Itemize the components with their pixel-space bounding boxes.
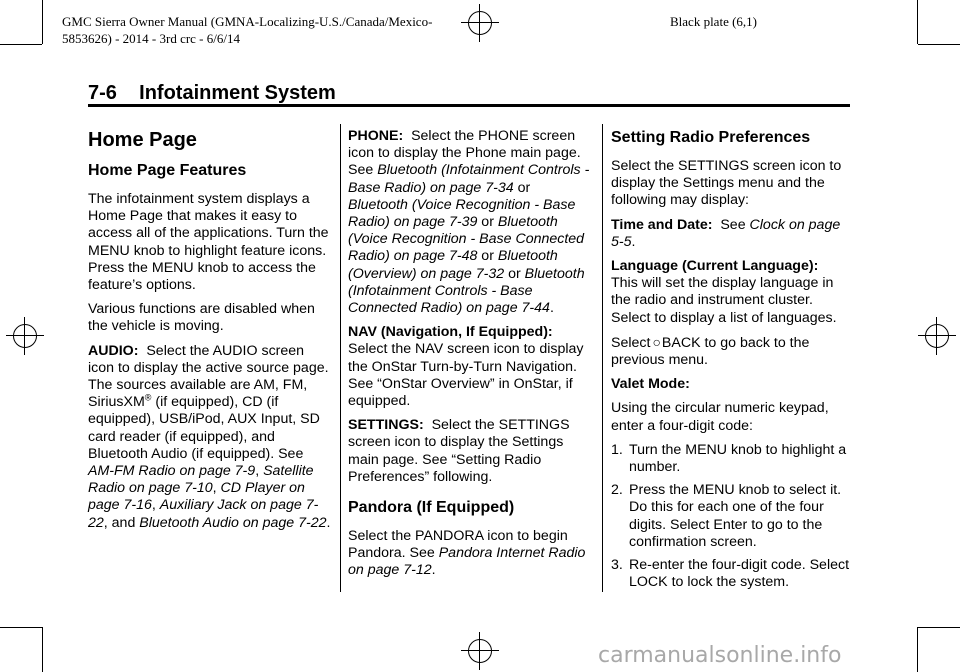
page-reference: Clock on page 5-5: [611, 216, 841, 250]
crop-mark: [917, 627, 918, 672]
time-entry: [611, 217, 855, 251]
text: or: [513, 179, 531, 196]
section-title: 7-6 Infotainment System: [88, 82, 336, 104]
phone-entry: [348, 128, 594, 317]
watermark: carmanualsonline.info: [598, 643, 842, 668]
list-text: Turn the MENU knob to highlight a number.: [629, 441, 847, 476]
subheading-setting-radio-preferences: Setting Radio Preferences: [611, 129, 811, 146]
crop-mark: [0, 44, 42, 45]
registered-mark: ®: [144, 392, 152, 403]
column-3: [611, 128, 855, 597]
pandora-paragraph: [348, 528, 594, 580]
page-reference: CD Player on page 7-16: [88, 480, 305, 514]
text: .: [326, 514, 331, 531]
list-item: [611, 442, 855, 476]
list-number: 2.: [611, 482, 623, 499]
heading-home-page: Home Page: [88, 129, 197, 151]
page-reference: Bluetooth (Infotainment Controls - Base Connected Radio) on page 7-44: [348, 265, 585, 317]
numbered-list: [611, 442, 855, 592]
column-divider: [340, 124, 341, 592]
text: Select: [611, 334, 651, 351]
term-label: Language (Current Language):: [611, 258, 819, 275]
column-2: [348, 128, 594, 587]
subheading-pandora: Pandora (If Equipped): [348, 499, 515, 517]
text: Select the SETTINGS screen icon to display the Settings main page. See “Setting Radio Preferences” following.: [348, 417, 570, 485]
crop-mark: [918, 627, 960, 628]
page-reference: Bluetooth (Overview) on page 7-32: [348, 248, 558, 282]
back-entry: [611, 334, 855, 369]
header-line-1: GMC Sierra Owner Manual (GMNA-Localizing-U.S./Canada/Mexico-: [62, 14, 433, 29]
text: , and: [103, 514, 140, 531]
audio-entry: [88, 343, 332, 532]
text: Select the AUDIO screen icon to display the active source page. The sources available are AM, FM, SiriusXM: [88, 342, 329, 411]
paragraph: Various functions are disabled when the vehicle is moving.: [88, 301, 315, 335]
text: BACK to go back to the previous menu.: [611, 334, 810, 369]
text: Select the PANDORA icon to begin Pandora. See: [348, 528, 568, 562]
valet-label: [611, 376, 855, 393]
column-1: [88, 128, 332, 539]
term-label: SETTINGS:: [348, 417, 424, 434]
section-rule: [88, 104, 850, 107]
crop-mark: [0, 627, 42, 628]
page-reference: Satellite Radio on page 7-10: [88, 463, 314, 497]
registration-mark-icon: [461, 632, 499, 670]
text: Select the NAV screen icon to display the OnStar Turn-by-Turn Navigation. See “OnStar Overview” in OnStar, if equipped.: [348, 341, 584, 410]
text: Select the PHONE screen icon to display the Phone main page. See: [348, 128, 581, 179]
settings-entry: [348, 417, 594, 486]
crop-mark: [917, 0, 918, 44]
crop-mark: [42, 627, 43, 672]
running-header-right: Black plate (6,1): [670, 14, 757, 29]
registration-mark-icon: [6, 317, 44, 355]
subheading-home-page-features: Home Page Features: [88, 162, 247, 179]
running-header-left: [62, 13, 432, 47]
crop-mark: [918, 44, 960, 45]
term-label: AUDIO:: [88, 342, 139, 359]
page-reference: Bluetooth (Infotainment Controls - Base Radio) on page 7-34: [348, 162, 590, 196]
term-label: Time and Date:: [611, 216, 713, 233]
paragraph: The infotainment system displays a Home Page that makes it easy to access all of the applications. Turn the MENU knob to highlight feature icons. Press the MENU knob to access the feature’s options.: [88, 191, 329, 294]
crop-mark: [42, 0, 43, 44]
text: or: [504, 265, 525, 282]
text: See: [720, 216, 750, 233]
nav-entry: [348, 324, 594, 410]
list-number: 3.: [611, 557, 623, 574]
page-reference: Bluetooth (Voice Recognition - Base Radio) on page 7-39: [348, 196, 576, 231]
page-reference: AM-FM Radio on page 7-9: [88, 463, 256, 480]
language-entry: [611, 258, 855, 327]
paragraph: Using the circular numeric keypad, enter a four-digit code:: [611, 400, 829, 434]
list-text: Press the MENU knob to select it. Do this for each one of the four digits. Select Enter to go to the confirmation screen.: [629, 482, 842, 550]
list-number: 1.: [611, 441, 623, 458]
back-icon: ○: [652, 333, 661, 350]
text: .: [631, 233, 636, 250]
list-item: [611, 557, 855, 591]
registration-mark-icon: [918, 317, 956, 355]
column-divider: [602, 124, 603, 592]
registration-mark-icon: [461, 4, 499, 42]
text: or: [477, 214, 498, 231]
paragraph: Select the SETTINGS screen icon to display the Settings menu and the following may display:: [611, 158, 842, 209]
text: ,: [212, 480, 221, 497]
text: or: [477, 248, 498, 265]
text: This will set the display language in the radio and instrument cluster. Select to display a list of languages.: [611, 275, 837, 326]
page-reference: Bluetooth (Voice Recognition - Base Connected Radio) on page 7-48: [348, 214, 585, 265]
list-text: Re-enter the four-digit code. Select LOCK to lock the system.: [629, 557, 850, 591]
term-label: Valet Mode:: [611, 376, 690, 393]
header-line-2: 5853626) - 2014 - 3rd crc - 6/6/14: [62, 31, 240, 46]
text: (if equipped), CD (if equipped), USB/iPod, AUX Input, SD card reader (if equipped), and Bluetooth Audio (if equipped). See: [88, 394, 320, 462]
page-reference: Auxiliary Jack on page 7-22: [88, 497, 319, 531]
list-item: [611, 482, 855, 551]
term-label: NAV (Navigation, If Equipped):: [348, 324, 553, 341]
page-reference: Pandora Internet Radio on page 7-12: [348, 545, 586, 579]
term-label: PHONE:: [348, 128, 404, 144]
text: .: [549, 300, 554, 317]
text: .: [431, 562, 436, 579]
page-reference: Bluetooth Audio on page 7-22: [139, 514, 327, 531]
text: ,: [255, 463, 264, 480]
text: ,: [151, 497, 160, 514]
